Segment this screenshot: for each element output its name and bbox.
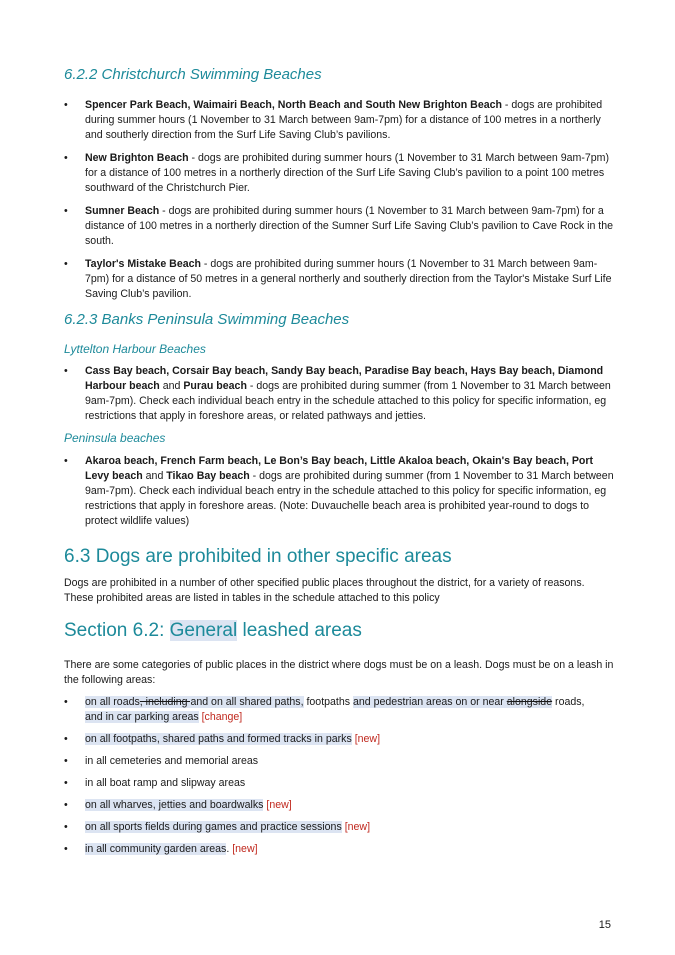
list-item: • on all footpaths, shared paths and formed tracks in parks [new] xyxy=(64,733,381,745)
list-item: • Spencer Park Beach, Waimairi Beach, North Beach and South New Brighton Beach - dogs are prohibited during summer hours (1 November to 31 March between 9am-7pm) for a distance of 100 metres in a northerly and southerly direction from the Surf Life Saving Club’s pavilions. xyxy=(64,99,603,141)
heading-general-leashed: Section 6.2: General leashed areas xyxy=(64,620,362,641)
list-item: • Cass Bay beach, Corsair Bay beach, Sandy Bay beach, Paradise Bay beach, Hays Bay beach, Diamond Harbour beach and Purau beach - dogs are prohibited during summer (from 1 November to 31 March between 9am-7pm). Check each individual beach entry in the schedule attached to this policy for specific information, eg restrictions that apply in foreshore areas, or related pathways and jetties. xyxy=(64,365,611,422)
subheading-peninsula: Peninsula beaches xyxy=(64,431,166,445)
heading-6-2-3: 6.2.3 Banks Peninsula Swimming Beaches xyxy=(64,311,350,328)
list-item: • Akaroa beach, French Farm beach, Le Bon’s Bay beach, Little Akaloa beach, Okain's Bay beach, Port Levy beach and Tikao Bay beach - dogs are prohibited during summer (from 1 November to 31 March between 9am-7pm). Check each individual beach entry in the schedule attached to this policy for specific information, eg restrictions that apply in foreshore areas. (Note: Duvauchelle beach area is prohibited year-round to dogs to protect wildlife values) xyxy=(64,455,614,527)
christchurch-beaches-list xyxy=(64,98,616,302)
list-item: • in all community garden areas. [new] xyxy=(64,843,258,855)
peninsula-beaches-list xyxy=(64,454,616,529)
list-item: • on all sports fields during games and practice sessions [new] xyxy=(64,821,371,833)
list-item: • on all roads, including and on all shared paths, footpaths and pedestrian areas on or near alongside roads, and in car parking areas [change] xyxy=(64,696,585,723)
section-6-3-text: Dogs are prohibited in a number of other specified public places throughout the district, for a variety of reasons. These prohibited areas are listed in tables in the schedule attached to this policy xyxy=(64,577,585,604)
list-item: • in all boat ramp and slipway areas xyxy=(64,777,246,789)
subheading-lyttelton: Lyttelton Harbour Beaches xyxy=(64,342,206,356)
list-item: • Sumner Beach - dogs are prohibited during summer hours (1 November to 31 March between 9am-7pm) for a distance of 100 metres in a northerly direction of the Sumner Surf Life Saving Club’s pavilion to Cave Rock in the south. xyxy=(64,205,614,247)
heading-6-2-2: 6.2.2 Christchurch Swimming Beaches xyxy=(64,66,322,83)
list-item: • on all wharves, jetties and boardwalks [new] xyxy=(64,799,292,811)
list-item: • New Brighton Beach - dogs are prohibited during summer hours (1 November to 31 March between 9am-7pm) for a distance of 100 metres in a northerly direction of the Surf Life Saving Club’s pavilion to a point 100 metres southward of the Christchurch Pier. xyxy=(64,152,610,194)
heading-6-3: 6.3 Dogs are prohibited in other specific areas xyxy=(64,546,452,567)
leashed-intro: There are some categories of public places in the district where dogs must be on a leash. Dogs must be on a leash in the following areas: xyxy=(64,659,614,686)
leashed-areas-list xyxy=(64,695,616,857)
lyttelton-beaches-list xyxy=(64,364,616,424)
list-item: • Taylor's Mistake Beach - dogs are prohibited during summer hours (1 November to 31 March between 9am-7pm) for a distance of 50 metres in a general northerly and southerly direction from the Taylor's Mistake Surf Life Saving Club’s pavilion. xyxy=(64,258,612,300)
page-number: 15 xyxy=(598,919,611,931)
list-item: • in all cemeteries and memorial areas xyxy=(64,755,259,767)
